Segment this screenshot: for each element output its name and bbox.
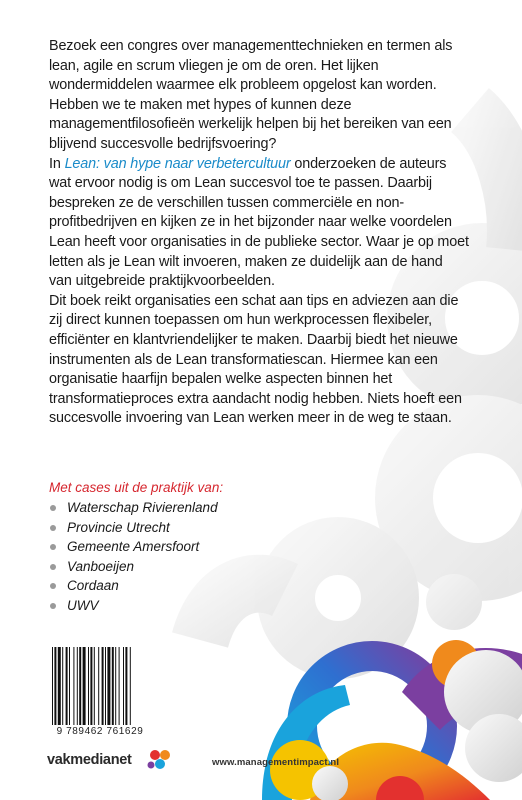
cases-title: Met cases uit de praktijk van: [49,480,224,495]
website-url: www.managementimpact.nl [212,757,340,768]
blurb-paragraph-3: Dit boek reikt organisaties een schat aan tips en adviezen aan die zij direct kunnen toepassen om hun werkprocessen flexibeler, efficiënter en klantvriendelijker te maken. Daarbij biedt het nieuwe instrumenten als de Lean transformatiescan. Hiermee kan een organisatie haarfijn bepalen welke aspecten binnen het transformatieproces extra aandacht nodig hebben. Niets hoeft een succesvolle invoering van Lean werken meer in de weg te staan. [49,292,462,427]
case-name: Vanboeijen [67,558,135,574]
barcode-bars [51,647,149,725]
bullet-icon [50,564,56,570]
list-item [49,518,223,538]
case-name: Provincie Utrecht [67,519,170,535]
bullet-icon [50,544,56,550]
bullet-icon [50,603,56,609]
isbn-number: 9 789462 761629 [56,726,144,737]
list-item [49,537,223,557]
blurb-paragraph-2 [49,155,469,292]
list-item [49,576,223,596]
bullet-icon [50,583,56,589]
blurb-paragraph-1: Bezoek een congres over managementtechnieken en termen als lean, agile en scrum vliegen je om de oren. Het lijken wondermiddelen waarmee elk probleem opgelost kan worden. Hebben we te maken met hypes of kunnen deze managementfilosofieën werkelijk helpen bij het bereiken van een blijvend succesvolle bedrijfsvoering? [49,38,453,152]
list-item [49,498,223,518]
publisher-logo-icon [147,749,173,771]
case-name: Waterschap Rivierenland [67,500,218,515]
book-title-reference: Lean: van hype naar verbetercultuur [64,155,291,172]
cases-section [49,478,223,616]
bullet-icon [50,505,56,511]
bullet-icon [50,525,56,531]
case-name: Cordaan [67,578,119,594]
publisher-name: vakmedianet [47,752,132,768]
case-name: Gemeente Amersfoort [67,539,200,555]
isbn-barcode [48,647,152,739]
back-cover-blurb [49,37,469,429]
list-item [49,557,223,577]
case-name: UWV [67,597,99,613]
blurb-paragraph-2-rest: onderzoeken de auteurs wat ervoor nodig is om Lean succesvol toe te passen. Daarbij bespreken ze de verschillen tussen commerciële en non-profitbedrijven en kijken ze in het bijzonder naar welke voordelen Lean heeft voor organisaties in de publieke sector. Waar je op moet letten als je Lean wilt invoeren, maken ze duidelijk aan de hand van uitgebreide praktijkvoorbeelden. [49,155,469,290]
blurb-paragraph-2-prefix: In [49,155,65,172]
list-item [49,596,223,616]
cases-list [49,498,223,616]
